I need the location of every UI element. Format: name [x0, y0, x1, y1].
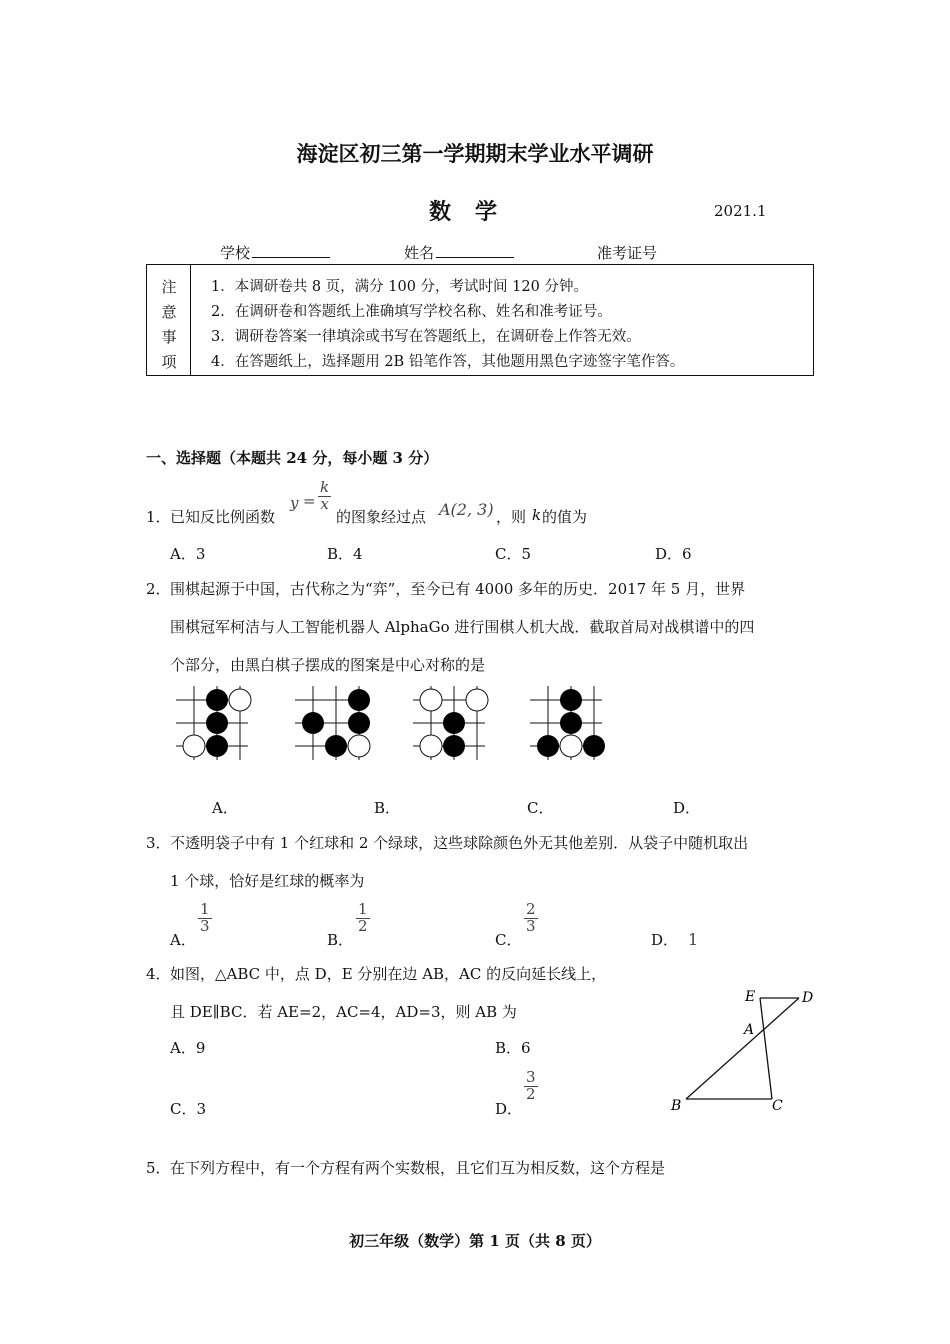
fraction-numerator: 3: [526, 1068, 536, 1086]
question-5-number: 5．: [146, 1159, 171, 1177]
q3-option-b-label: B．: [327, 931, 354, 949]
q1-func-eq: =: [303, 492, 316, 510]
school-blank: [252, 243, 330, 258]
page-footer: 初三年级（数学）第 1 页（共 8 页）: [349, 1232, 601, 1250]
go-board-a: [176, 686, 251, 760]
question-1-number: 1．: [146, 508, 171, 526]
q4-option-a-label: A．: [170, 1039, 196, 1057]
q3-option-c[interactable]: [495, 929, 521, 950]
q3-option-a-fraction: [198, 902, 212, 935]
q3-option-d-value: 1: [688, 930, 699, 949]
q1-option-b[interactable]: B．4: [327, 545, 363, 563]
q4-option-d-fraction: [524, 1070, 538, 1103]
label-b: B: [671, 1098, 682, 1114]
name-field: [404, 242, 514, 263]
q4-option-b-label: B．: [495, 1039, 522, 1057]
label-d: D: [802, 990, 814, 1006]
question-1-text-a: 已知反比例函数: [170, 508, 276, 526]
go-boards-figure: [176, 684, 616, 764]
q4-option-c-value: 3: [196, 1100, 207, 1118]
school-label: 学校: [220, 244, 251, 262]
question-4-line: 且 DE∥BC．若 AE=2，AC=4，AD=3，则 AB 为: [170, 1003, 517, 1021]
section-heading: 一、选择题（本题共 24 分，每小题 3 分）: [146, 449, 439, 467]
q2-option-d[interactable]: D．: [673, 799, 701, 817]
q3-option-b-fraction: [356, 902, 370, 935]
notice-head-char: 事: [161, 328, 177, 346]
name-label: 姓名: [404, 244, 435, 262]
question-3-line: 不透明袋子中有 1 个红球和 2 个绿球，这些球除颜色外无其他差别．从袋子中随机取出: [170, 834, 749, 852]
q4-option-b-value: 6: [521, 1039, 531, 1057]
go-board-c: [413, 686, 488, 760]
q4-option-a-value: 9: [195, 1039, 206, 1057]
notice-item: 1．本调研卷共 8 页，满分 100 分，考试时间 120 分钟。: [211, 279, 588, 295]
segment-ec: [760, 998, 772, 1099]
q1-var: k: [532, 506, 542, 524]
question-4-line: 如图，△ABC 中，点 D，E 分别在边 AB，AC 的反向延长线上，: [170, 965, 607, 983]
question-4-number: 4．: [146, 965, 171, 983]
label-a: A: [744, 1022, 755, 1038]
school-field: [220, 242, 330, 263]
fraction-denominator: 3: [200, 916, 210, 935]
notice-head-char: 项: [161, 353, 177, 371]
q4-option-c[interactable]: [170, 1098, 206, 1119]
q3-option-b[interactable]: [327, 929, 353, 950]
question-2-line: 个部分，由黑白棋子摆成的图案是中心对称的是: [170, 656, 486, 674]
q1-option-a[interactable]: A．3: [170, 545, 206, 563]
q4-option-c-label: C．: [170, 1100, 197, 1118]
question-3-line: 1 个球，恰好是红球的概率为: [170, 872, 365, 890]
fraction-denominator: 2: [526, 1084, 536, 1103]
q3-option-c-fraction: [524, 902, 538, 935]
question-1-text-c: ，则: [496, 508, 527, 526]
q2-option-c[interactable]: C．: [527, 799, 554, 817]
q3-option-d[interactable]: [651, 929, 698, 950]
q1-option-c[interactable]: C．5: [495, 545, 532, 563]
q3-option-c-label: C．: [495, 931, 522, 949]
exam-id-field: [597, 242, 657, 263]
triangle-figure: [660, 982, 830, 1117]
fraction-denominator: 3: [526, 916, 536, 935]
notice-item: 3．调研卷答案一律填涂或书写在答题纸上，在调研卷上作答无效。: [211, 329, 641, 345]
q2-option-b[interactable]: B．: [374, 799, 401, 817]
q3-option-d-label: D．: [651, 931, 679, 949]
question-3-number: 3．: [146, 834, 171, 852]
q1-point: A(2, 3): [439, 500, 494, 519]
go-board-b: [295, 686, 370, 760]
label-e: E: [745, 989, 756, 1005]
q4-option-d-label: D．: [495, 1100, 523, 1118]
q2-option-a[interactable]: A．: [212, 799, 238, 817]
q4-option-b[interactable]: [495, 1037, 531, 1058]
question-2-line: 围棋冠军柯洁与人工智能机器人 AlphaGo 进行围棋人机大战．截取首局对战棋谱中的四: [170, 618, 755, 636]
fraction-numerator: 1: [200, 900, 210, 918]
question-1-text-d: 的值为: [542, 508, 588, 526]
subject-title: 数学: [428, 199, 521, 225]
notice-head-char: 意: [161, 303, 177, 321]
fraction-numerator: 2: [526, 900, 536, 918]
exam-id-label: 准考证号: [597, 244, 658, 262]
q1-fraction: [318, 480, 331, 513]
q3-option-a[interactable]: [170, 929, 196, 950]
q4-option-d[interactable]: [495, 1098, 522, 1119]
name-blank: [436, 243, 514, 258]
q3-option-a-label: A．: [170, 931, 196, 949]
q1-func-y: y: [290, 494, 299, 512]
fraction-denominator: 2: [358, 916, 368, 935]
question-2-line: 围棋起源于中国，古代称之为“弈”，至今已有 4000 多年的历史．2017 年 5 月，世界: [170, 580, 746, 598]
notice-box: [146, 264, 814, 376]
label-c: C: [772, 1098, 783, 1114]
notice-item: 4．在答题纸上，选择题用 2B 铅笔作答，其他题用黑色字迹签字笔作答。: [211, 354, 685, 370]
notice-head: [147, 265, 191, 375]
exam-title: 海淀区初三第一学期期末学业水平调研: [296, 141, 654, 166]
fraction-numerator: 1: [358, 900, 368, 918]
question-2-number: 2．: [146, 580, 171, 598]
q1-func-denominator: x: [318, 496, 331, 513]
q1-func-numerator: k: [320, 478, 330, 496]
segment-db: [686, 998, 799, 1099]
question-1-text-b: 的图象经过点: [336, 508, 427, 526]
go-board-d: [530, 686, 605, 760]
q4-option-a[interactable]: [170, 1037, 205, 1058]
q1-option-d[interactable]: D．6: [655, 545, 692, 563]
notice-item: 2．在调研卷和答题纸上准确填写学校名称、姓名和准考证号。: [211, 304, 612, 320]
notice-head-char: 注: [161, 278, 177, 296]
exam-date: 2021.1: [714, 202, 767, 220]
question-5-text: 在下列方程中，有一个方程有两个实数根，且它们互为相反数，这个方程是: [170, 1159, 666, 1177]
